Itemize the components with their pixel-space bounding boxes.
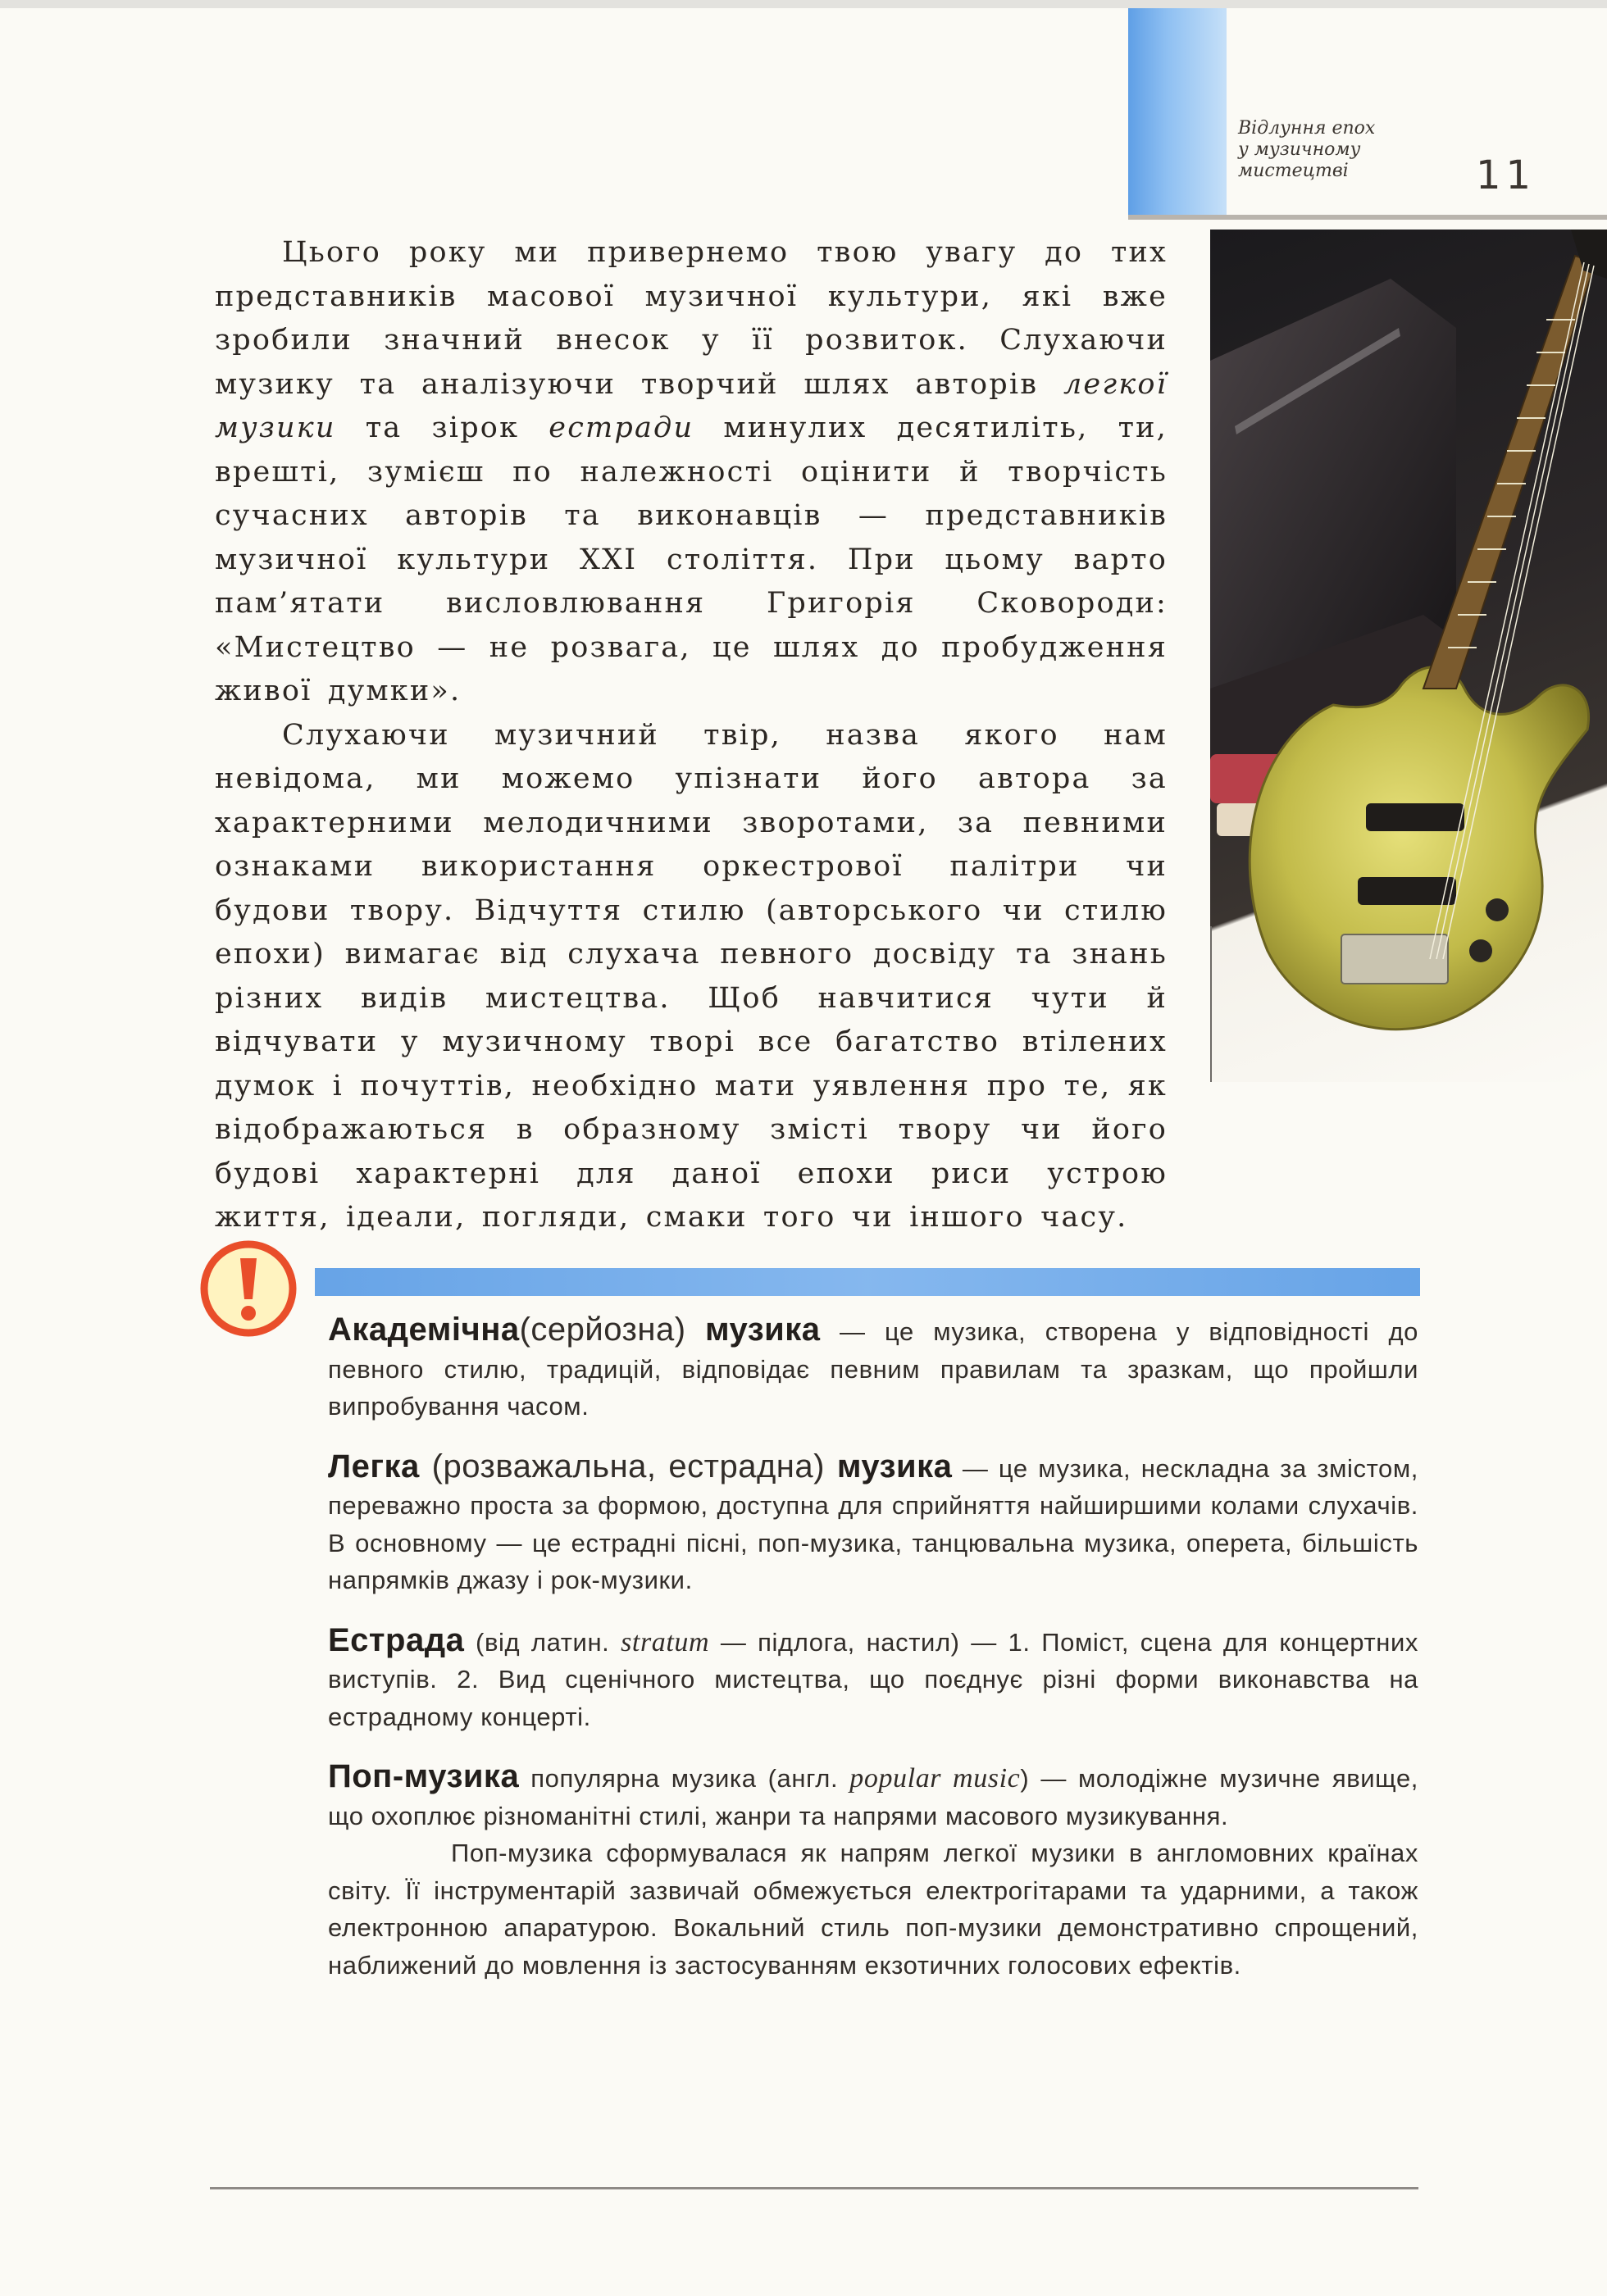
running-head-line: Відлуння епох: [1238, 118, 1376, 139]
term: Академічна: [328, 1312, 520, 1348]
exclamation-icon: [200, 1240, 297, 1337]
header-rule: [1128, 215, 1607, 220]
term: Легка: [328, 1448, 420, 1484]
definition-text: популярна музика (англ.: [519, 1764, 850, 1793]
page-top-edge: [0, 0, 1607, 8]
running-head-line: у музичному: [1238, 139, 1361, 160]
main-text: [215, 231, 1168, 1240]
term: Поп-музика: [328, 1758, 520, 1794]
definition-pop-music: [328, 1758, 1418, 1835]
term: музика: [704, 1312, 821, 1348]
bottom-rule: [210, 2187, 1418, 2189]
paragraph-intro: [215, 231, 1168, 714]
term: Естрада: [328, 1621, 465, 1658]
definition-estrada: [328, 1622, 1418, 1736]
definition-light-music: [328, 1448, 1418, 1599]
definition-text: (від латин.: [464, 1627, 621, 1657]
term: музика: [836, 1448, 953, 1484]
definition-academic-music: [328, 1312, 1418, 1425]
latin-word: stratum: [621, 1626, 710, 1657]
paragraph-text: Цього року ми привернемо твою увагу до тих представників масової музичної культури, які вже зробили значний внесок у її розвиток. Слухаючи музику та аналізуючи творчий шлях авторів: [215, 236, 1168, 401]
page-number: 11: [1476, 152, 1536, 198]
header-accent-bar: [1128, 8, 1227, 215]
term-estrada: естради: [549, 411, 694, 444]
definitions-block: [328, 1312, 1418, 2007]
definitions-header-bar: [315, 1268, 1420, 1296]
term-note: (серйозна): [519, 1312, 686, 1348]
term-note: (розважальна, естрадна): [419, 1448, 837, 1484]
paragraph-text: та зірок: [335, 411, 549, 444]
bass-guitar-illustration: [1210, 230, 1607, 1082]
bass-guitar-photo: [1210, 230, 1607, 1082]
definition-text: — це музика, створена у відповідності до певного стилю, традицій, відповідає певним правилам та зразкам, що пройшли випробування часом.: [328, 1317, 1418, 1421]
definition-text: — підлога, настил) — 1. Поміст, сцена для концертних виступів. 2. Вид сценічного мистецтва, що поєднує різні форми виконавства на естрадному концерті.: [328, 1627, 1418, 1731]
definition-text: — це музика, нескладна за змістом, переважно проста за формою, доступна для сприйняття найширшими колами слухачів. В основному — це естрадні пісні, поп-музика, танцювальна музика, оперета, більшість напрямків джазу і рок-музики.: [328, 1453, 1418, 1594]
running-head: [1238, 118, 1443, 182]
paragraph-text: минулих десятиліть, ти, врешті, зумієш по належності оцінити й творчість сучасних авторів та виконавців — представників музичної культури XXI століття. При цьому варто пам’ятати висловлювання Григорія Сковороди: «Мистецтво — не розвага, це шлях до пробудження живої думки».: [215, 411, 1168, 707]
running-head-line: мистецтві: [1238, 161, 1349, 181]
pop-music-description: Поп-музика сформувалася як напрям легкої музики в англомовних країнах світу. Її інструментарій зазвичай обмежується електрогітарами та ударними, а також електронною апаратурою. Вокальний стиль поп-музики демонстративно спрощений, наближений до мовлення із застосуванням екзотичних голосових ефектів.: [328, 1839, 1418, 1980]
english-phrase: popular music: [849, 1763, 1021, 1794]
photo-frame-line: [1210, 926, 1212, 1082]
term-light-music: легкої музики: [215, 367, 1168, 444]
definition-text: ) — молодіжне музичне явище, що охоплює різноманітні стилі, жанри та напрями масового музикування.: [328, 1764, 1418, 1830]
paragraph-style: Слухаючи музичний твір, назва якого нам невідома, ми можемо упізнати його автора за характерними мелодичними зворотами, за певними ознаками використання оркестрової палітри чи будови твору. Відчуття стилю (авторського чи стилю епохи) вимагає від слухача певного досвіду та знань різних видів мистецтва. Щоб навчитися чути й відчувати у музичному творі все багатство втілених думок і почуттів, необхідно мати уявлення про те, як відображаються в образному змісті твору чи його будові характерні для даної епохи риси устрою життя, ідеали, погляди, смаки того чи іншого часу.: [215, 718, 1168, 1234]
